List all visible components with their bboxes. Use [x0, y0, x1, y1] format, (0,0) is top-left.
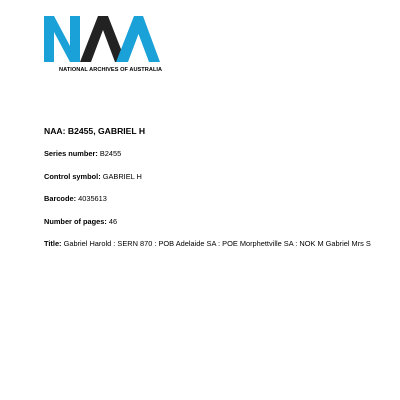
- title-value: Gabriel Harold : SERN 870 : POB Adelaide SA : POE Morphettville SA : NOK M Gabriel Mrs S: [63, 239, 371, 249]
- number-of-pages-value: 46: [108, 216, 118, 226]
- barcode-field: [44, 194, 394, 203]
- series-number-value: B2455: [99, 149, 122, 158]
- series-number-label: Series number:: [44, 149, 98, 158]
- control-symbol-field: [44, 172, 394, 181]
- title-label: Title:: [44, 239, 62, 249]
- control-symbol-label: Control symbol:: [44, 171, 101, 181]
- logo-letter-n: [44, 16, 80, 62]
- number-of-pages-label: Number of pages:: [44, 216, 107, 226]
- naa-logo: [44, 16, 164, 76]
- naa-logo-mark: [44, 16, 160, 62]
- barcode-label: Barcode:: [44, 194, 77, 204]
- record-heading: NAA: B2455, GABRIEL H: [44, 126, 146, 136]
- logo-letter-a2: [116, 16, 160, 62]
- barcode-value: 4035613: [78, 194, 107, 204]
- logo-caption: NATIONAL ARCHIVES OF AUSTRALIA: [59, 67, 163, 73]
- number-of-pages-field: [44, 217, 394, 226]
- title-field: [44, 239, 394, 248]
- record-details: [44, 126, 394, 262]
- series-number-field: [44, 149, 394, 158]
- control-symbol-value: GABRIEL H: [102, 171, 142, 181]
